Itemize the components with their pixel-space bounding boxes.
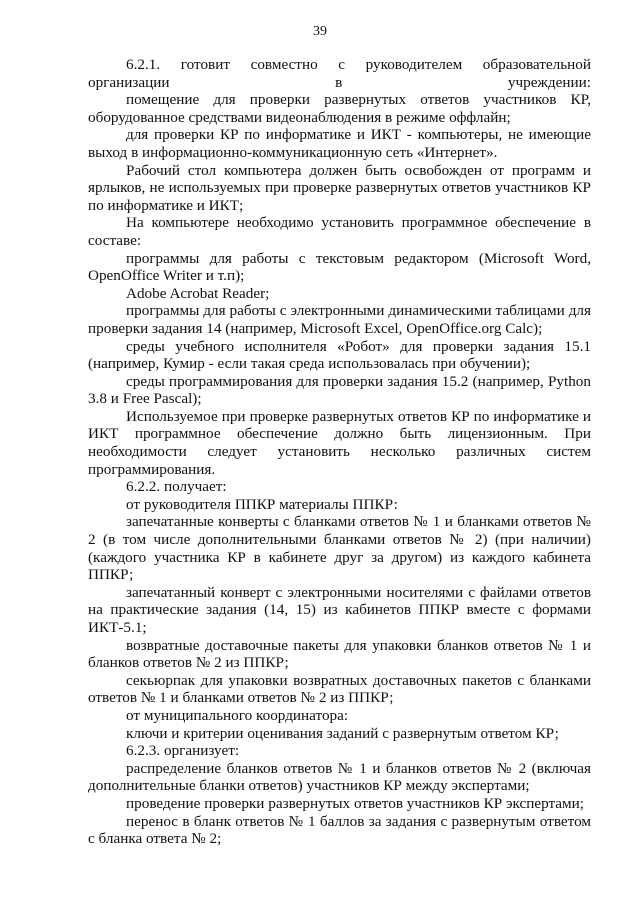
- paragraph-computers: для проверки КР по информатике и ИКТ - компьютеры, не имеющие выход в информационно-коммуникационную сеть «Интернет».: [88, 126, 591, 161]
- list-item-text-editor: программы для работы с текстовым редактором (Microsoft Word, OpenOffice Writer и т.п);: [88, 249, 591, 285]
- paragraph-desktop: Рабочий стол компьютера должен быть освобожден от программ и ярлыков, не используемых при проверке развернутых ответов участников КР по информатике и ИКТ;: [88, 161, 591, 214]
- paragraph-from-ppkr-head: от руководителя ППКР материалы ППКР:: [126, 495, 398, 513]
- paragraph-6-2-1: 6.2.1. готовит совместно с руководителем образовательной организации в учреждении:: [88, 56, 591, 91]
- list-item-distribution: распределение бланков ответов № 1 и бланков ответов № 2 (включая дополнительные бланки ответов) участников КР между экспертами;: [88, 759, 591, 795]
- paragraph-software-intro: На компьютере необходимо установить программное обеспечение в составе:: [88, 214, 591, 249]
- paragraph-licensed-software: Используемое при проверке развернутых ответов КР по информатике и ИКТ программное обеспечение должно быть лицензионным. При необходимости следует установить несколько различных систем программирования.: [88, 407, 591, 478]
- list-item-securpak: секьюрпак для упаковки возвратных доставочных пакетов с бланками ответов № 1 и бланками ответов № 2 из ППКР;: [88, 671, 591, 707]
- list-item-checking: проведение проверки развернутых ответов участников КР экспертами;: [126, 794, 584, 812]
- paragraph-6-2-3: 6.2.3. организует:: [126, 742, 240, 760]
- list-item-keys-criteria: ключи и критерии оценивания заданий с развернутым ответом КР;: [126, 724, 559, 742]
- list-item-sealed-envelopes: запечатанные конверты с бланками ответов № 1 и бланками ответов № 2 (в том числе дополнительными бланками ответов № 2) (при наличии) (каждого участника КР в кабинете друг за другом) из каждого кабинета ППКР;: [88, 513, 591, 584]
- document-body: [88, 56, 591, 848]
- paragraph-6-2-2: 6.2.2. получает:: [126, 478, 227, 496]
- list-item-robot: среды учебного исполнителя «Робот» для проверки задания 15.1 (например, Кумир - если такая среда использовалась при обучении);: [88, 337, 591, 373]
- list-item-programming: среды программирования для проверки задания 15.2 (например, Python 3.8 и Free Pascal);: [88, 372, 591, 408]
- list-item-acrobat: Adobe Acrobat Reader;: [126, 284, 270, 302]
- list-item-transfer-scores: перенос в бланк ответов № 1 баллов за задания с развернутым ответом с бланка ответа № 2;: [88, 812, 591, 848]
- list-item-spreadsheets: программы для работы с электронными динамическими таблицами для проверки задания 14 (например, Microsoft Excel, OpenOffice.org Calc);: [88, 302, 591, 337]
- paragraph-from-coordinator: от муниципального координатора:: [126, 706, 349, 724]
- list-item-electronic-media: запечатанный конверт с электронными носителями с файлами ответов на практические задания (14, 15) из кабинетов ППКР вместе с формами ИКТ-5.1;: [88, 583, 591, 636]
- list-item-return-packages: возвратные доставочные пакеты для упаковки бланков ответов № 1 и бланков ответов № 2 из ППКР;: [88, 636, 591, 672]
- paragraph-room: помещение для проверки развернутых ответов участников КР, оборудованное средствами видеонаблюдения в режиме оффлайн;: [88, 91, 591, 126]
- page-number: 39: [313, 24, 327, 39]
